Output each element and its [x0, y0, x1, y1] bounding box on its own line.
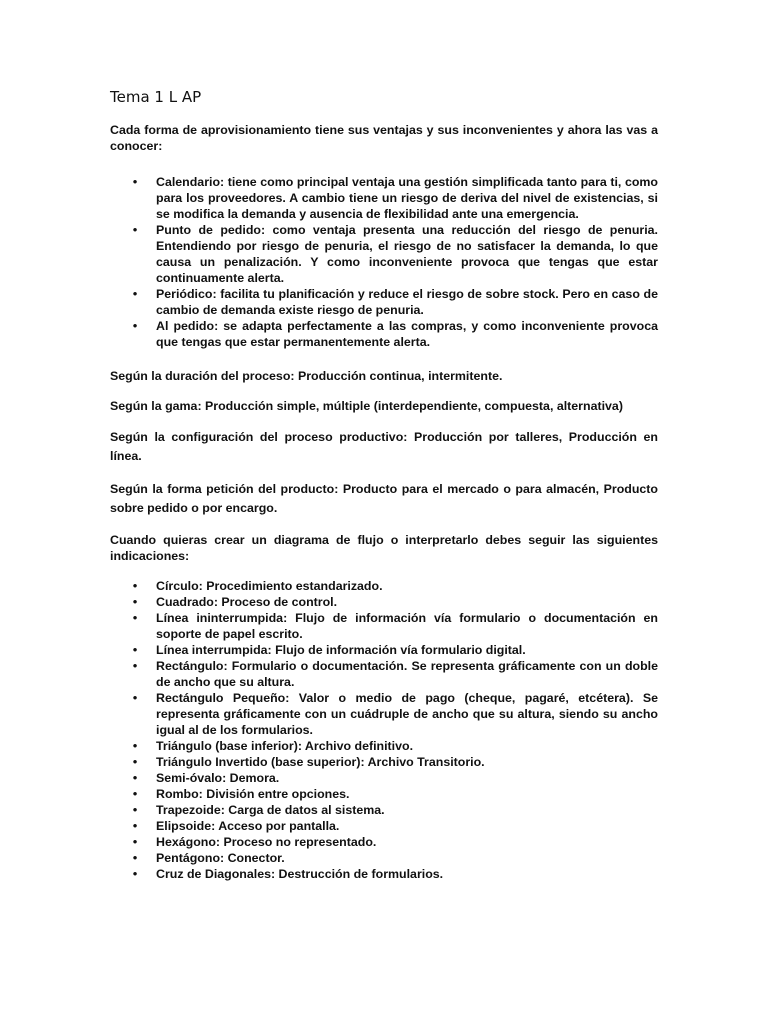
bullet-icon: •: [132, 867, 138, 881]
list-item-text: Rectángulo: Formulario o documentación. Se representa gráficamente con un doble de ancho que su altura.: [156, 659, 658, 689]
list-item: [110, 818, 658, 834]
bullet-icon: •: [132, 287, 138, 301]
list-item: [110, 690, 658, 738]
bullet-icon: •: [132, 819, 138, 833]
bullet-icon: •: [132, 595, 138, 609]
list-item: [110, 578, 658, 594]
intro-paragraph: Cada forma de aprovisionamiento tiene sus ventajas y sus inconvenientes y ahora las vas a conocer:: [110, 123, 658, 153]
bullet-icon: •: [132, 611, 138, 625]
list-item-text: Cuadrado: Proceso de control.: [156, 595, 338, 609]
configuracion-paragraph: Según la configuración del proceso productivo: Producción por talleres, Producción en línea.: [110, 430, 658, 463]
list-item: [110, 610, 658, 642]
list-item: [110, 642, 658, 658]
list-item-text: Calendario: tiene como principal ventaja una gestión simplificada tanto para ti, como para los proveedores. A cambio tiene un riesgo de deriva del nivel de existencias, si se modifica la demanda y ausencia de flexibilidad ante una emergencia.: [156, 175, 658, 221]
list-item: [110, 738, 658, 754]
document-body: [110, 122, 658, 900]
list-item: [110, 802, 658, 818]
list-item: [110, 866, 658, 882]
bullet-icon: •: [132, 643, 138, 657]
flowchart-symbols-list: [110, 578, 658, 882]
list-item: [110, 786, 658, 802]
bullet-icon: •: [132, 835, 138, 849]
list-item-text: Al pedido: se adapta perfectamente a las compras, y como inconveniente provoca que tengas que estar permanentemente alerta.: [156, 319, 658, 349]
duracion-paragraph: Según la duración del proceso: Producción continua, intermitente.: [110, 369, 503, 383]
list-item: [110, 594, 658, 610]
diagrama-paragraph: Cuando quieras crear un diagrama de flujo o interpretarlo debes seguir las siguientes indicaciones:: [110, 533, 658, 563]
bullet-icon: •: [132, 851, 138, 865]
list-item: [110, 770, 658, 786]
list-item: [110, 174, 658, 222]
bullet-icon: •: [132, 771, 138, 785]
list-item: [110, 286, 658, 318]
list-item-text: Rectángulo Pequeño: Valor o medio de pago (cheque, pagaré, etcétera). Se representa gráficamente con un cuádruple de ancho que su altura, siendo su ancho igual al de los formularios.: [156, 691, 658, 737]
list-item-text: Triángulo (base inferior): Archivo definitivo.: [156, 739, 414, 753]
list-item: [110, 834, 658, 850]
bullet-icon: •: [132, 739, 138, 753]
list-item-text: Línea ininterrumpida: Flujo de información vía formulario o documentación en soporte de papel escrito.: [156, 611, 658, 641]
bullet-icon: •: [132, 659, 138, 673]
list-item-text: Cruz de Diagonales: Destrucción de formularios.: [156, 867, 444, 881]
list-item-text: Hexágono: Proceso no representado.: [156, 835, 377, 849]
bullet-icon: •: [132, 319, 138, 333]
list-item-text: Semi-óvalo: Demora.: [156, 771, 280, 785]
list-item-text: Círculo: Procedimiento estandarizado.: [156, 579, 383, 593]
list-item-text: Elipsoide: Acceso por pantalla.: [156, 819, 340, 833]
gama-paragraph: Según la gama: Producción simple, múltiple (interdependiente, compuesta, alternativa): [110, 399, 623, 413]
list-item-text: Triángulo Invertido (base superior): Archivo Transitorio.: [156, 755, 485, 769]
peticion-paragraph: Según la forma petición del producto: Producto para el mercado o para almacén, Producto sobre pedido o por encargo.: [110, 482, 658, 515]
list-item: [110, 850, 658, 866]
list-item: [110, 754, 658, 770]
list-item-text: Rombo: División entre opciones.: [156, 787, 350, 801]
list-item: [110, 658, 658, 690]
list-item-text: Periódico: facilita tu planificación y reduce el riesgo de sobre stock. Pero en caso de cambio de demanda existe riesgo de penuria.: [156, 287, 658, 317]
list-item-text: Punto de pedido: como ventaja presenta una reducción del riesgo de penuria. Entendiendo por riesgo de penuria, el riesgo de no satisfacer la demanda, lo que causa un penalización. Y como inconveniente provoca que tengas que estar continuamente alerta.: [156, 223, 658, 285]
document-title: Tema 1 L AP: [110, 88, 202, 106]
list-item-text: Trapezoide: Carga de datos al sistema.: [156, 803, 385, 817]
list-item: [110, 318, 658, 350]
procurement-list: [110, 174, 658, 350]
list-item-text: Pentágono: Conector.: [156, 851, 285, 865]
bullet-icon: •: [132, 175, 138, 189]
bullet-icon: •: [132, 755, 138, 769]
list-item-text: Línea interrumpida: Flujo de información vía formulario digital.: [156, 643, 526, 657]
bullet-icon: •: [132, 803, 138, 817]
bullet-icon: •: [132, 691, 138, 705]
bullet-icon: •: [132, 579, 138, 593]
bullet-icon: •: [132, 787, 138, 801]
bullet-icon: •: [132, 223, 138, 237]
list-item: [110, 222, 658, 286]
